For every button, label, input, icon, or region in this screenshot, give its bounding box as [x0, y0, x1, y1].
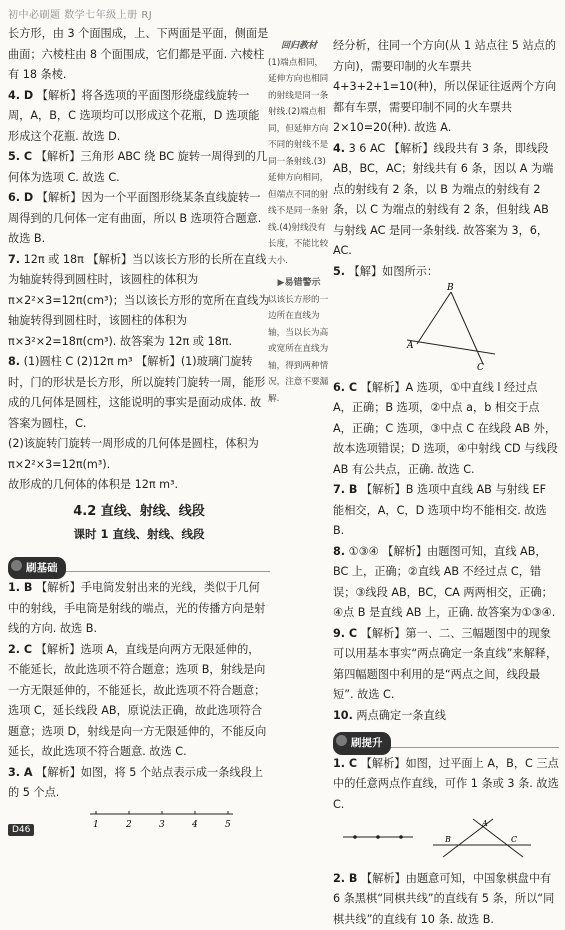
advanced-practice-badge: 刷提升	[333, 732, 391, 755]
sidebar-notes	[268, 38, 330, 407]
lines-label-A: A	[481, 819, 488, 828]
basic-answer-2: 2. C 【解析】选项 A，直线是向两方无限延伸的，不能延长，故此选项不符合题意；选项 B，射线是向一方无限延伸的，不能延长，故此选项不符合题意；选项 C，延长线段 AB，原说法正确，故此选项符合题意；选项 D，射线是向一方无限延伸的，不能反向延长，故此选项不符合题意. 故选 C.	[8, 640, 270, 763]
section-title: 4.2 直线、射线、线段	[8, 502, 270, 523]
answer-r9: 9. C 【解析】第一、二、三幅题图中的现象可以用基本事实“两点确定一条直线”来解释，第四幅题图中利用的是“两点之间，线段最短”. 故选 C.	[333, 624, 559, 706]
answer-r5: 5. 【解】如图所示：	[333, 262, 559, 283]
answer-continuation: 长方形，由 3 个面围成，上、下两面是平面，侧面是曲面；六棱柱由 8 个面围成，它们都是平面. 六棱柱有 18 条棱.	[8, 24, 270, 86]
answer-4: 4. D 【解析】将各选项的平面图形绕虚线旋转一周，A，B，C 选项均可以形成这个花瓶，D 选项能形成这个花瓶. 故选 D.	[8, 86, 270, 148]
left-column	[8, 24, 270, 839]
segment-label-4: 4	[191, 820, 198, 830]
advanced-answer-2: 2. B 【解析】由题意可知，中国象棋盘中有 6 条黑棋“同棋共线”的直线有 5 条，所以“同棋共线”的直线有 10 条. 故选 B.	[333, 869, 559, 930]
segment-label-1: 1	[93, 820, 99, 830]
right-column	[333, 36, 559, 930]
sidebar-text: (1)端点相同，延伸方向也相同的射线是同一条射线.(2)端点相同，但延伸方向不同的射线不是同一条射线.(3)延伸方向相同，但端点不同的射线不是同一条射线.(4)射线没有长度，不能比较大小.	[268, 55, 330, 270]
answer-8-part2: (2)该旋转门旋转一周形成的几何体是圆柱，体积为 π×2²×3=12π(m³).	[8, 434, 270, 475]
answer-r8: 8. ①③④ 【解析】由题图可知，直线 AB，BC 上，正确；②直线 AB 不经过点 C，错误；③线段 AB，BC，CA 两两相交，正确；④点 B 是直线 AB 上，正确. 故答案为①③④.	[333, 542, 559, 624]
triangle-label-C: C	[477, 363, 484, 370]
sidebar-text-warning: 以该长方形的一边所在直线为轴，当以长为高或宽所在直线为轴，得到两种情况，注意不要漏解.	[268, 292, 330, 408]
lesson-title: 课时 1 直线、射线、线段	[8, 524, 270, 545]
advanced-answer-1: 1. C 【解析】如图，过平面上 A，B，C 三点中的任意两点作直线，可作 1 条或 3 条. 故选 C.	[333, 754, 559, 816]
basic-answer-1: 1. B 【解析】手电筒发射出来的光线，类似于几何中的射线，手电筒是射线的端点，光的传播方向是射线的方向. 故选 B.	[8, 578, 270, 640]
sidebar-title: 回归教材	[268, 38, 330, 55]
triangle-label-B: B	[446, 283, 454, 293]
answer-r7: 7. B 【解析】B 选项中直线 AB 与射线 EF 能相交，A，C，D 选项中均不能相交. 故选 B.	[333, 480, 559, 542]
sidebar-title-warning: ▶易错警示	[268, 275, 330, 292]
triangle-figure	[403, 282, 503, 370]
answer-6: 6. D 【解析】因为一个平面图形绕某条直线旋转一周得到的几何体一定有曲面，所以 B 选项符合题意. 故选 B.	[8, 188, 270, 250]
basic-answer-3: 3. A 【解析】如图，将 5 个站点表示成一条线段上的 5 个点.	[8, 763, 270, 804]
page-header: 初中必刷题 数学七年级上册 RJ	[8, 6, 152, 21]
triangle-label-A: A	[406, 341, 414, 351]
answer-5: 5. C 【解析】三角形 ABC 绕 BC 旋转一周得到的几何体为选项 C. 故选 C.	[8, 147, 270, 188]
answer-continuation-right: 经分析，往同一个方向(从 1 站点往 5 站点的方向)，需要印制的火车票共 4+3+2+1=10(种)，所以保证往返两个方向都有车票，需要印制不同的火车票共 2×10=20(种). 故选 A.	[333, 36, 559, 139]
segment-label-5: 5	[225, 820, 231, 830]
answer-r6: 6. C 【解析】A 选项，①中直线 l 经过点 A，正确；B 选项，②中点 a，b 相交于点 A，正确；C 选项，③中点 C 在线段 AB 外，故本选项错误；D 选项，④中射线 CD 与线段 AB 有公共点，正确. 故选 C.	[333, 378, 559, 481]
answer-r10: 10. 两点确定一条直线	[333, 706, 559, 727]
segment-label-2: 2	[125, 820, 132, 830]
segment-figure	[88, 806, 238, 832]
answer-r4: 4. 3 6 AC 【解析】线段共有 3 条，即线段 AB，BC，AC；射线共有 6 条，因以 A 为端点的射线有 2 条，以 B 为端点的射线有 2 条，以 C 为端点的射线有 2 条，但射线 AB 与射线 AC 是同一条射线. 故答案为 3，6，AC.	[333, 139, 559, 262]
basic-practice-badge: 刷基础	[8, 557, 66, 580]
page-number: D46	[8, 824, 34, 836]
answer-8: 8. (1)圆柱 C (2)12π m³ 【解析】(1)玻璃门旋转时，门的形状是长方形，所以旋转门旋转一周，能形成的几何体是圆柱，这能说明的事实是面动成体. 故答案为圆柱，C.	[8, 352, 270, 434]
lines-figure	[333, 815, 533, 861]
answer-8-part3: 故形成的几何体的体积是 12π m³.	[8, 475, 270, 496]
lines-label-B: B	[444, 835, 451, 844]
segment-label-3: 3	[159, 820, 165, 830]
answer-7: 7. 12π 或 18π 【解析】当以该长方形的长所在直线为轴旋转得到圆柱时，该圆柱的体积为 π×2²×3=12π(cm³)；当以该长方形的宽所在直线为轴旋转得到圆柱时，该圆柱的体积为 π×3²×2=18π(cm³). 故答案为 12π 或 18π.	[8, 250, 270, 353]
lines-label-C: C	[511, 835, 517, 844]
